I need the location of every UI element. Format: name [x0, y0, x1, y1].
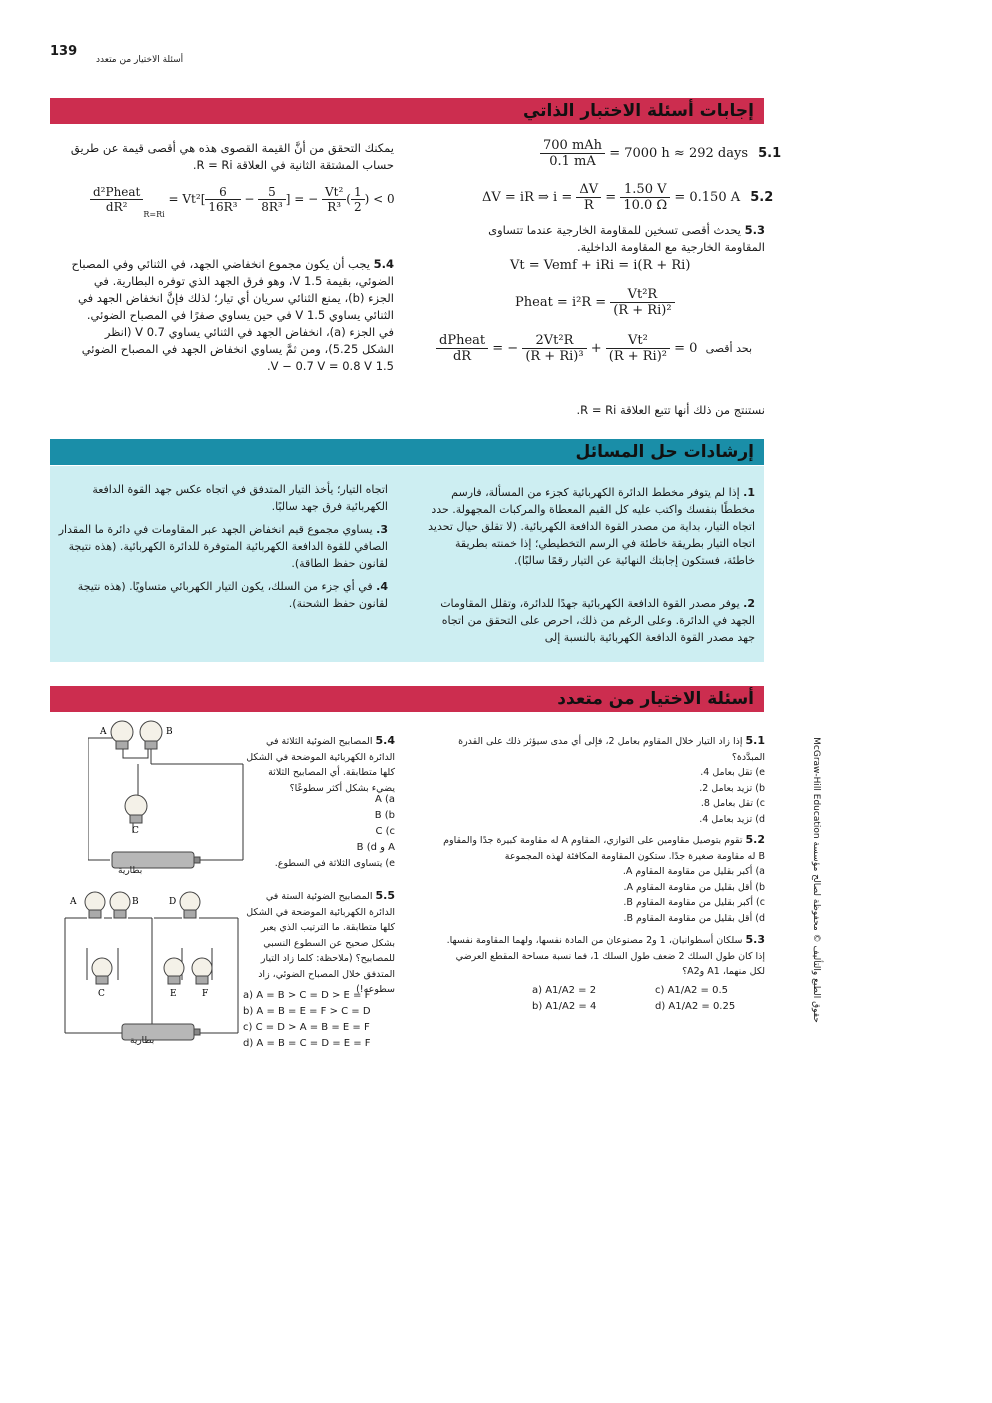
bulb-b: [110, 892, 130, 918]
page-number: 139: [50, 44, 78, 59]
bulb-c: [92, 958, 112, 984]
option[interactable]: e) تقل بعامل 4.: [700, 767, 765, 778]
label-b: B: [166, 727, 173, 737]
circuit-figure-three-bulbs: [88, 718, 248, 878]
label-f: F: [202, 989, 209, 999]
answer-5-3: 5.3 يحدث أقصى تسخين للمقاومة الخارجية عندما تتساوى المقاومة الخارجية مع المقاومة الداخلية.: [488, 223, 765, 254]
option[interactable]: b) A = B = E = F > C = D: [243, 1006, 371, 1017]
guideline-4: 4. في أي جزء من السلك، يكون التيار الكهربائي متساويًا. (هذه نتيجة لقانون حفظ الشحنة).: [77, 580, 388, 610]
equation-heat-power: Pheat = i²R = $\frac{\text{Vt²R}}{\text{(R + Ri)²}}$: [515, 287, 675, 318]
option[interactable]: d) A = B = C = D = E = F: [243, 1038, 371, 1049]
bulb-e: [164, 958, 184, 984]
bulb-f: [192, 958, 212, 984]
conclusion-text: نستنتج من ذلك أنها تتبع العلاقة R = Ri.: [576, 403, 765, 417]
option[interactable]: a) A = B > C = D > E = F: [243, 990, 371, 1001]
option-c[interactable]: c) A1/A2 = 0.5: [655, 985, 728, 996]
label-e: E: [170, 989, 177, 999]
label-c: C: [132, 826, 139, 836]
label-c: C: [98, 989, 105, 999]
label-a: A: [100, 727, 107, 737]
option[interactable]: c) أكبر بقليل من مقاومة المقاوم B.: [623, 897, 765, 908]
bulb-d: [180, 892, 200, 918]
label-a: A: [70, 897, 77, 907]
section-title-multiple-choice: أسئلة الاختيار من متعدد: [50, 686, 764, 712]
section-title-problem-solving: إرشادات حل المسائل: [50, 439, 764, 465]
equation-second-derivative: $\frac{\text{d²Pheat}}{\text{dR²}}$ $_{R=Ri}$ = Vt²[ $\frac{6}{\text{16R³}}$ − $\frac{5}{\text{8R³}}$ ] = − $\frac{\text{Vt²}}{\text{R³}}$ ( $\frac{1}{2}$ ) < 0: [90, 185, 395, 219]
question-5-3: 5.3 سلكان أسطوانيان، 1 و2 مصنوعان من المادة نفسها، ولهما المقاومة نفسها. إذا كان طول السلك 2 ضعف طول السلك 1، فما نسبة مساحة المقطع العرضي لكل منهما، A1 وA2؟: [446, 933, 765, 977]
bulb-b: [140, 721, 162, 749]
guideline-1: 1. إذا لم يتوفر مخطط الدائرة الكهربائية كجزء من المسألة، فارسم مخططًا بنفسك واكتب عليه كل القيم المعطاة والمركبات المجهولة. حدد اتجاه التيار، بداية من مصدر القوة الدافعة الكهربائية. (لا تقلق حيال تحديد اتجاه التيار بطريقة خاطئة في الرسم التخطيطي؛ إذا خمنته بطريقة خاطئة، فستكون إجابتك النهائية عن التيار رقمًا سالبًا).: [428, 486, 755, 567]
label-d: D: [169, 897, 177, 907]
battery-label: بطارية: [130, 1036, 155, 1046]
battery-label: بطارية: [118, 866, 143, 876]
answer-5-1: $\frac{\text{700 mAh}}{0.1 mA}$ = 7000 h ≈ 292 days 5.1: [540, 138, 781, 169]
option[interactable]: b) أقل بقليل من مقاومة المقاوم A.: [623, 881, 765, 893]
option[interactable]: A (a: [374, 794, 395, 805]
question-5-1-options: [600, 765, 765, 827]
answer-5-4: 5.4 يجب أن يكون مجموع انخفاضي الجهد، في الثنائي وفي المصباح الضوئي، بقيمة 1.5 V، وهو فرق الجهد الذي توفره البطارية. في الجزء (b)، يمنع الثنائي سريان أي تيار؛ لذلك فإنَّ انخفاض الجهد في الثنائي يساوي 1.5 V في حين يساوي صفرًا في المصباح الضوئي. في الجزء (a)، انخفاض الجهد في الثنائي يساوي 0.7 V (انظر الشكل 5.25)، ومن ثمَّ يساوي انخفاض الجهد في المصباح الضوئي 1.5 V − 0.7 V = 0.8 V.: [71, 257, 394, 373]
option-a[interactable]: a) A1/A2 = 2: [532, 985, 597, 996]
question-5-5: 5.5 المصابيح الضوئية الستة في الدائرة الكهربائية الموضحة في الشكل كلها متطابقة. ما الترتيب الذي يعبر بشكل صحيح عن السطوع النسبي للمصابيح؟ (ملاحظة: كلما زاد التيار المتدفق خلال المصباح الضوئي، زاد سطوعه!): [246, 889, 395, 995]
section-title-self-test-answers: إجابات أسئلة الاختبار الذاتي: [50, 98, 764, 124]
running-title: أسئلة الاختيار من متعدد: [96, 55, 184, 65]
option[interactable]: e) يتساوى الثلاثة في السطوع.: [274, 858, 395, 869]
guideline-2-continued: اتجاه التيار؛ يأخذ التيار المتدفق في اتجاه عكس جهد القوة الدافعة الكهربائية فرق جهد سالبًا.: [92, 483, 388, 513]
copyright-text: حقوق الطبع والتأليف © محفوظة لصالح مؤسسة McGraw-Hill Education: [811, 737, 821, 1023]
question-5-5-options: [243, 988, 403, 1052]
question-5-4: 5.4 المصابيح الضوئية الثلاثة في الدائرة الكهربائية الموضحة في الشكل كلها متطابقة. أي المصابيح الثلاثة يضيء بشكل أكثر سطوعًا؟: [246, 734, 395, 794]
option[interactable]: A و B (d: [356, 842, 395, 853]
option[interactable]: a) أكبر بقليل من مقاومة المقاوم A.: [622, 866, 765, 877]
second-derivative-note: يمكنك التحقق من أنَّ القيمة القصوى هذه هي أقصى قيمة عن طريق حساب المشتقة الثانية في العلاقة R = Ri.: [70, 141, 394, 172]
equation-derivative: $\frac{\text{dPheat}}{dR}$ = − $\frac{\text{2Vt²R}}{\text{(R + Ri)³}}$ + $\frac{\text{Vt²}}{\text{(R + Ri)²}}$ = 0 بحد أقصى: [436, 333, 752, 364]
guideline-2: 2. يوفر مصدر القوة الدافعة الكهربائية جهدًا للدائرة، وتقلل المقاومات الجهد في الدائرة. وعلى الرغم من ذلك، احرص على التحقق من اتجاه جهد مصدر القوة الدافعة الكهربائية بالنسبة إلى: [440, 597, 755, 644]
bulb-a: [111, 721, 133, 749]
question-5-2: 5.2 تقوم بتوصيل مقاومين على التوازي، المقاوم A له مقاومة كبيرة جدًا والمقاوم B له مقاومة صغيرة جدًا. ستكون المقاومة المكافئة لهذه المجموعة: [443, 833, 765, 862]
option[interactable]: c) C = D > A = B = E = F: [243, 1022, 370, 1033]
bulb-a: [85, 892, 105, 918]
option[interactable]: d) تزيد بعامل 4.: [699, 813, 765, 825]
option[interactable]: C (c: [375, 826, 395, 837]
guideline-3: 3. يساوي مجموع قيم انخفاض الجهد عبر المقاومات في دائرة ما المقدار الصافي للقوة الدافعة الكهربائية المتوفرة للدائرة الكهربائية. (هذه نتيجة لقانون حفظ الطاقة).: [58, 523, 388, 570]
option-d[interactable]: d) A1/A2 = 0.25: [655, 1001, 736, 1012]
option[interactable]: c) تقل بعامل 8.: [700, 798, 765, 809]
question-5-2-options: [580, 864, 765, 926]
option-b[interactable]: b) A1/A2 = 4: [532, 1001, 597, 1012]
equation-terminal-voltage: Vt = Vemf + iRi = i(R + Ri): [510, 258, 691, 273]
option[interactable]: B (b: [374, 810, 395, 821]
label-b: B: [132, 897, 139, 907]
option[interactable]: b) تزيد بعامل 2.: [699, 782, 765, 794]
circuit-figure-six-bulbs: [62, 888, 242, 1048]
question-5-4-options: [243, 792, 395, 872]
question-5-1: 5.1 إذا زاد التيار خلال المقاوم بعامل 2، فإلى أي مدى سيؤثر ذلك على القدرة المبدَّدة؟: [458, 734, 765, 763]
option[interactable]: d) أقل بقليل من مقاومة المقاوم B.: [623, 912, 765, 924]
answer-5-2: ΔV = iR ⇒ i = $\frac{\Delta V}{R}$ = $\frac{1.50 V}{10.0 \Omega}$ = 0.150 A 5.2: [482, 182, 774, 213]
copyright-sidebar: [806, 730, 826, 1040]
bulb-c: [125, 795, 147, 823]
